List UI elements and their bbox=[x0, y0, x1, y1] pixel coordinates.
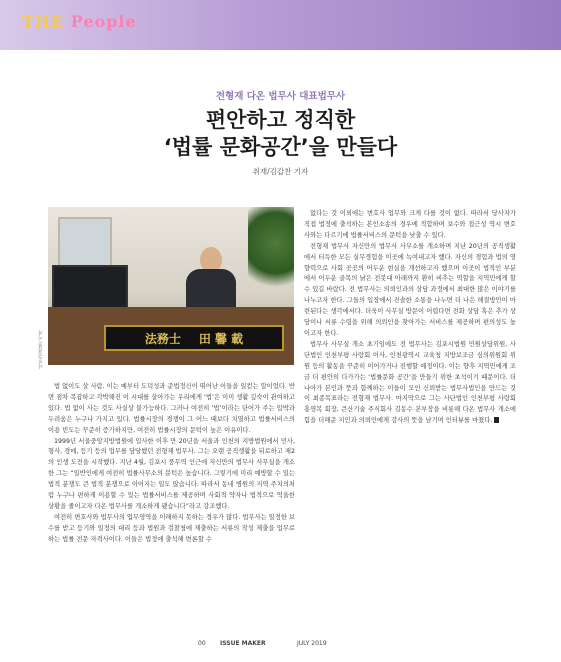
photo-person-body bbox=[186, 269, 236, 309]
headline-line-1: 편안하고 정직한 bbox=[205, 108, 356, 132]
nameplate-title: 法務士 bbox=[144, 331, 181, 346]
issue-date: JULY 2019 bbox=[297, 640, 327, 647]
article-byline: 취재/김갑찬 기자 bbox=[252, 167, 309, 176]
end-mark-icon bbox=[494, 417, 499, 423]
body-paragraph: 1999년 서울중앙지방법원에 입사한 이후 만 20년을 서울과 인천의 지방법원에서 민사, 형사, 경매, 등기 등의 업무를 담당했던 전형재 법무사. 그는 오랜 공직생활을 뒤로하고 제2의 인생 도전을 시작했다. 지난 4월, 김포시 풍무역 인근에 자신만의 법무사 사무실을 개소한 그는 “일반인에게 여전히 법률사무소의 문턱은 높습니다. 그렇기에 미리 예방할 수 있는 법적 분쟁도 큰 법적 분쟁으로 이어지는 일도 많습니다. 따라서 동네 병원의 지역 주치의처럼 누구나 편하게 이용할 수 있는 법률서비스를 제공하며 사회적 약자나 법적으로 억울한 상황을 줄이고자 다온 법무사를 개소하게 됐습니다”라고 강조했다. bbox=[48, 437, 295, 510]
body-paragraph: 여전히 변호사와 법무사의 업무영역을 이해하지 못하는 경우가 많다. 법무사는 일정한 보수를 받고 등기와 일정의 대리 등과 법원과 검찰청에 제출하는 서류의 작성 제출을 업무로 하는 법률 전문 자격사이다. 이들은 법정에 출석해 변론할 수 bbox=[48, 513, 295, 543]
body-paragraph: 법 없이도 살 사람. 이는 예부터 도덕성과 준법정신이 뛰어난 이들을 일컫는 말이었다. 반면 점차 복잡하고 각박해진 이 시대를 살아가는 우리에게 ‘법’은 이미 생활 깊숙이 관여하고 있다. 법 없이 사는 것도 사실상 불가능하다. 그러나 여전히 ‘법’이라는 단어가 주는 압박과 두려움은 누구나 가지고 있다. 법률시장의 경쟁이 그 어느 때보다 치열하고 법률서비스의 이용 빈도는 꾸준히 증가하지만, 여전히 법률시장의 문턱이 높은 이유이다. bbox=[48, 383, 296, 434]
headline-line-2: ‘법률 문화공간’을 만들다 bbox=[163, 135, 398, 159]
body-paragraph-text: 법무사 사무실 개소 초기임에도 전 법무사는 김포시법원 민원상담위원, 사단법인 인천부평 사랑회 이사, 인천광역시 교육청 지방보조금 심의위원회 위원 등의 활동을 꾸준히 이어가거나 진행할 예정이다. 이는 향후 지역민에게 조금 더 편안히 다가가는 ‘법률문화 공간’을 만들기 위한 초석이기 때문이다. 더 나아가 본인과 뜻과 함께하는 이들이 모인 신뢰받는 법무사법인을 만드는 것이 최종목표라는 전형재 법무사. 마지막으로 그는 사단법인 인천부평 사랑회 홍영복 회장, 큰산기술 주식회사 김동수 본부장을 비롯해 다온 법무사 개소에 힘을 더해준 지인과 의뢰인에게 감사의 뜻을 남기며 인터뷰를 마쳤다. bbox=[304, 340, 516, 425]
interview-photo bbox=[48, 207, 294, 365]
magazine-name: ISSUE MAKER bbox=[220, 640, 266, 647]
body-paragraph: 없다는 것 이외에는 변호사 업무와 크게 다를 것이 없다. 따라서 당사자가 직접 법정에 출석하는 본인소송의 경우에 적합하며 보수와 접근성 역시 변호사와는 다르기에 법률서비스의 문턱을 낮출 수 있다. bbox=[304, 210, 516, 239]
body-column-left bbox=[48, 382, 295, 546]
body-paragraph-last bbox=[304, 340, 516, 427]
section-logo-part-a: THE bbox=[22, 12, 65, 31]
nameplate-name: 田 馨 載 bbox=[198, 331, 244, 346]
photo-plant bbox=[248, 207, 294, 297]
photo-credit: 사진/김갑찬 기자 bbox=[38, 330, 44, 369]
body-paragraph: 전형재 법무사 자신만의 법무사 사무소를 개소하며 지난 20년의 공직생활에서 터득한 모든 실무경험을 이곳에 녹여내고자 했다. 자신의 경험과 법의 영향력으로 사회 곳곳의 어두운 현실을 개선하고자 했으며 이곳이 법적인 부분에서 어두운 골목의 낡은 전봇대 아래까지 환히 비추는 역할을 지역민에게 할 수 있길 바랐다. 전 법무사는 의뢰인과의 상담 과정에서 최대한 많은 이야기를 나누고자 한다. 그들의 입장에서 진솔한 소통을 나누면 더 나은 해결방안이 마련된다는 생각에서다. 더욱이 사무실 방문이 어렵다면 전화 상담 혹은 추가 상담이나 서류 수령을 위해 의뢰인을 찾아가는 서비스를 제공하며 편의성도 높이고자 한다. bbox=[304, 242, 516, 337]
section-logo-part-b: People bbox=[64, 12, 137, 31]
body-column-right bbox=[304, 209, 516, 427]
article-kicker: 전형재 다온 법무사 대표법무사 bbox=[215, 91, 346, 102]
page-number: 00 bbox=[198, 640, 206, 647]
nameplate bbox=[104, 325, 284, 351]
section-logo bbox=[22, 12, 137, 31]
